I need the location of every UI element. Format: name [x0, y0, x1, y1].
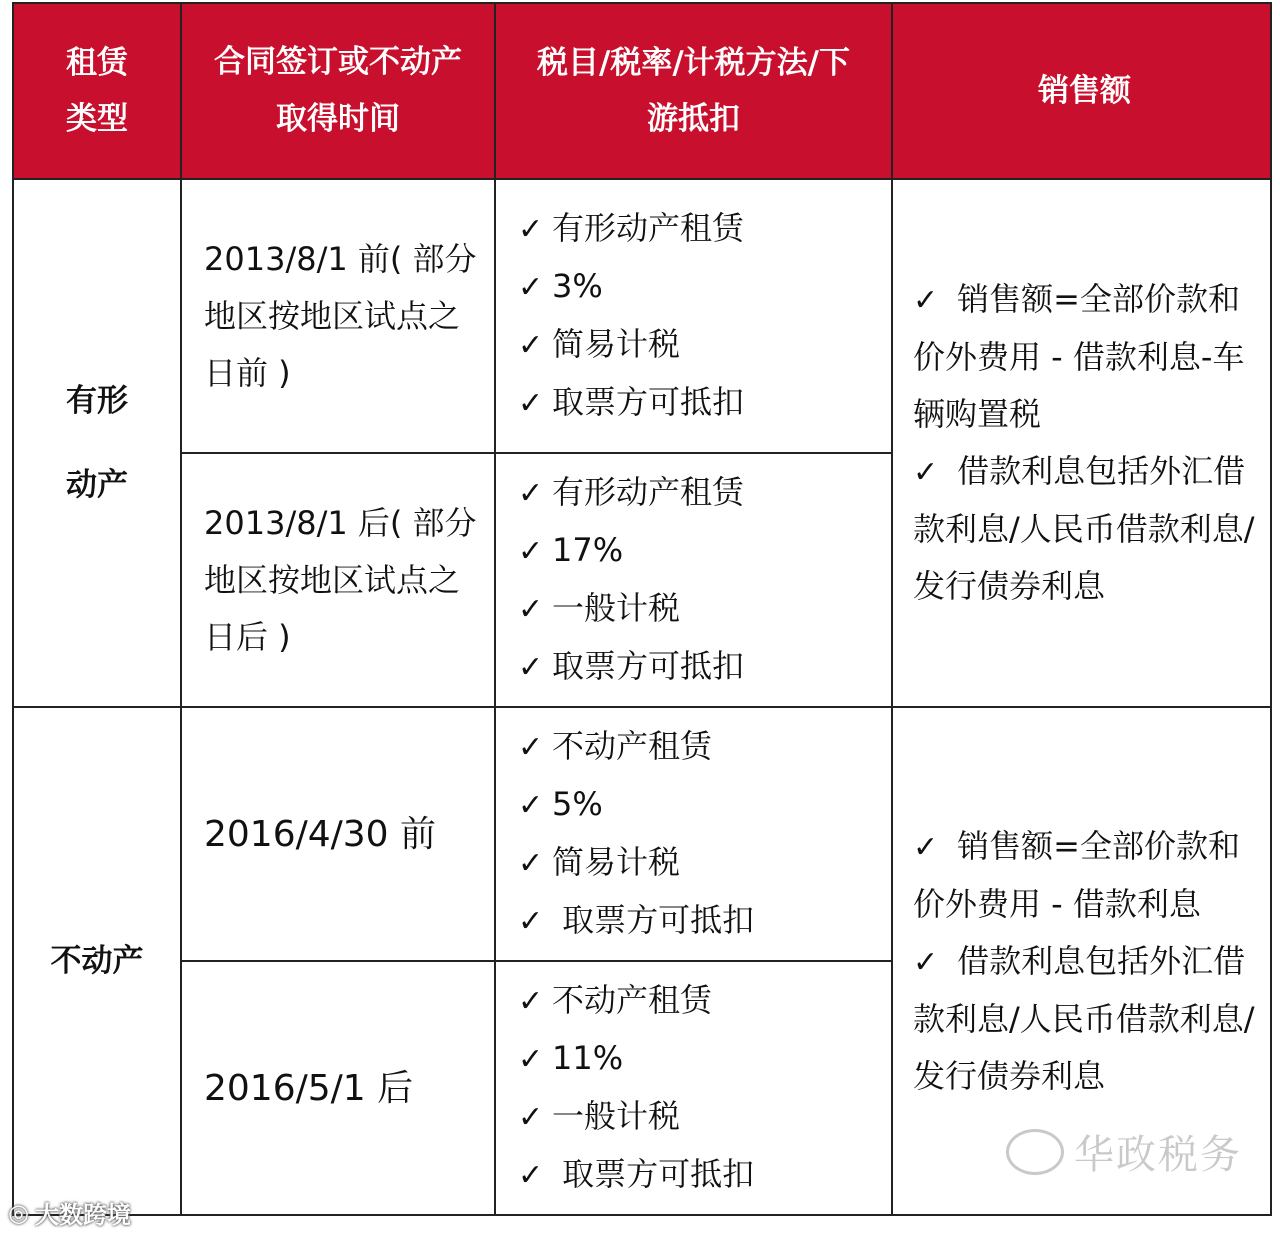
tax-item-text: 有形动产租赁 — [552, 473, 745, 511]
tax-item — [518, 892, 881, 950]
tax-list — [518, 718, 881, 950]
header-row — [13, 3, 1271, 179]
check-icon: ✓ — [518, 386, 544, 421]
check-icon: ✓ — [518, 212, 544, 247]
tax-item-text: 17% — [552, 531, 624, 569]
time-cell — [181, 179, 495, 453]
check-icon: ✓ — [913, 455, 939, 490]
tax-item-text: 有形动产租赁 — [552, 209, 745, 247]
time-text: 2013/8/1 前( 部分地区按地区试点之日前 ) — [204, 239, 477, 392]
check-icon: ✓ — [518, 476, 544, 511]
sales-item-text: 销售额=全部价款和价外费用 - 借款利息 — [913, 826, 1240, 923]
check-icon: ✓ — [913, 283, 939, 318]
header-time-label: 合同签订或不动产 取得时间 — [214, 44, 462, 137]
check-icon: ✓ — [913, 944, 939, 980]
brand-watermark-text: 华政税务 — [1074, 1132, 1242, 1178]
tax-item — [518, 1088, 881, 1146]
check-icon: ✓ — [518, 592, 544, 627]
tax-item — [518, 1030, 881, 1088]
tax-item-text: 一般计税 — [552, 1097, 681, 1135]
tax-cell — [495, 961, 892, 1215]
check-icon: ✓ — [518, 1042, 544, 1077]
tax-item — [518, 834, 881, 892]
header-tax — [495, 3, 892, 179]
sales-item — [913, 443, 1256, 615]
tax-list — [518, 464, 881, 696]
check-icon: ✓ — [518, 788, 544, 823]
type-label: 有形 动产 — [66, 383, 128, 503]
tax-item — [518, 1146, 881, 1204]
type-cell-tangible — [13, 179, 181, 707]
check-icon: ✓ — [518, 534, 544, 569]
tax-item-text: 简易计税 — [552, 843, 681, 881]
tax-cell — [495, 453, 892, 707]
tax-item-text: 11% — [552, 1039, 624, 1077]
lease-tax-table-container — [12, 2, 1272, 1216]
tax-item — [518, 522, 881, 580]
check-icon: ✓ — [518, 904, 544, 939]
sales-item — [913, 933, 1256, 1105]
time-cell — [181, 961, 495, 1215]
check-icon: ✓ — [518, 730, 544, 765]
type-cell-real-estate — [13, 707, 181, 1215]
corner-watermark — [8, 1195, 131, 1230]
tax-item-text: 取票方可抵扣 — [552, 383, 745, 421]
tax-item — [518, 464, 881, 522]
lease-tax-table — [12, 2, 1272, 1216]
tax-item-text: 不动产租赁 — [552, 981, 713, 1019]
header-type-label: 租赁 类型 — [66, 45, 128, 137]
tax-item — [518, 776, 881, 834]
wechat-icon — [1006, 1129, 1064, 1175]
table-row — [13, 179, 1271, 453]
check-icon: ✓ — [518, 1100, 544, 1135]
header-tax-label: 税目/税率/计税方法/下 游抵扣 — [537, 45, 850, 137]
header-type — [13, 3, 181, 179]
tax-item-text: 5% — [552, 785, 603, 823]
sales-item-text: 销售额=全部价款和价外费用 - 借款利息-车辆购置税 — [913, 280, 1245, 433]
tax-cell — [495, 179, 892, 453]
check-icon: ✓ — [518, 984, 544, 1019]
tax-item-text: 一般计税 — [552, 589, 681, 627]
check-icon: ✓ — [518, 650, 544, 685]
tax-item — [518, 638, 881, 696]
check-icon: ✓ — [518, 846, 544, 881]
check-icon: ✓ — [913, 829, 939, 865]
tax-item-text: 简易计税 — [552, 325, 681, 363]
time-text: 2016/4/30 前 — [204, 813, 437, 855]
tax-item — [518, 580, 881, 638]
tax-item — [518, 200, 881, 258]
tax-cell — [495, 707, 892, 961]
sales-item-text: 借款利息包括外汇借款利息/人民币借款利息/发行债券利息 — [913, 452, 1255, 605]
type-label: 不动产 — [50, 943, 144, 979]
table-row — [13, 707, 1271, 961]
tax-list — [518, 972, 881, 1204]
time-text: 2016/5/1 后 — [204, 1067, 414, 1109]
check-icon: ✓ — [518, 328, 544, 363]
tax-item-text: 不动产租赁 — [552, 727, 713, 765]
header-sales — [892, 3, 1271, 179]
tax-item — [518, 258, 881, 316]
check-icon: ✓ — [518, 270, 544, 305]
sales-item — [913, 271, 1256, 443]
tax-item-text: 取票方可抵扣 — [562, 901, 755, 939]
sales-item-text: 借款利息包括外汇借款利息/人民币借款利息/发行债券利息 — [913, 941, 1255, 1095]
tax-item — [518, 718, 881, 776]
brand-watermark — [1006, 1123, 1242, 1180]
corner-watermark-text: 大数跨境 — [34, 1201, 131, 1229]
header-sales-label: 销售额 — [1038, 72, 1131, 109]
tax-item — [518, 316, 881, 374]
time-cell — [181, 453, 495, 707]
header-time — [181, 3, 495, 179]
time-cell — [181, 707, 495, 961]
tax-item-text: 取票方可抵扣 — [552, 647, 745, 685]
sales-item — [913, 818, 1256, 933]
sales-cell — [892, 179, 1271, 707]
time-text: 2013/8/1 后( 部分地区按地区试点之日后 ) — [204, 503, 477, 656]
corner-logo-icon: ◎ — [8, 1198, 29, 1227]
tax-item — [518, 374, 881, 432]
tax-item-text: 取票方可抵扣 — [562, 1155, 755, 1193]
tax-item — [518, 972, 881, 1030]
check-icon: ✓ — [518, 1158, 544, 1193]
tax-item-text: 3% — [552, 267, 603, 305]
tax-list — [518, 200, 881, 432]
